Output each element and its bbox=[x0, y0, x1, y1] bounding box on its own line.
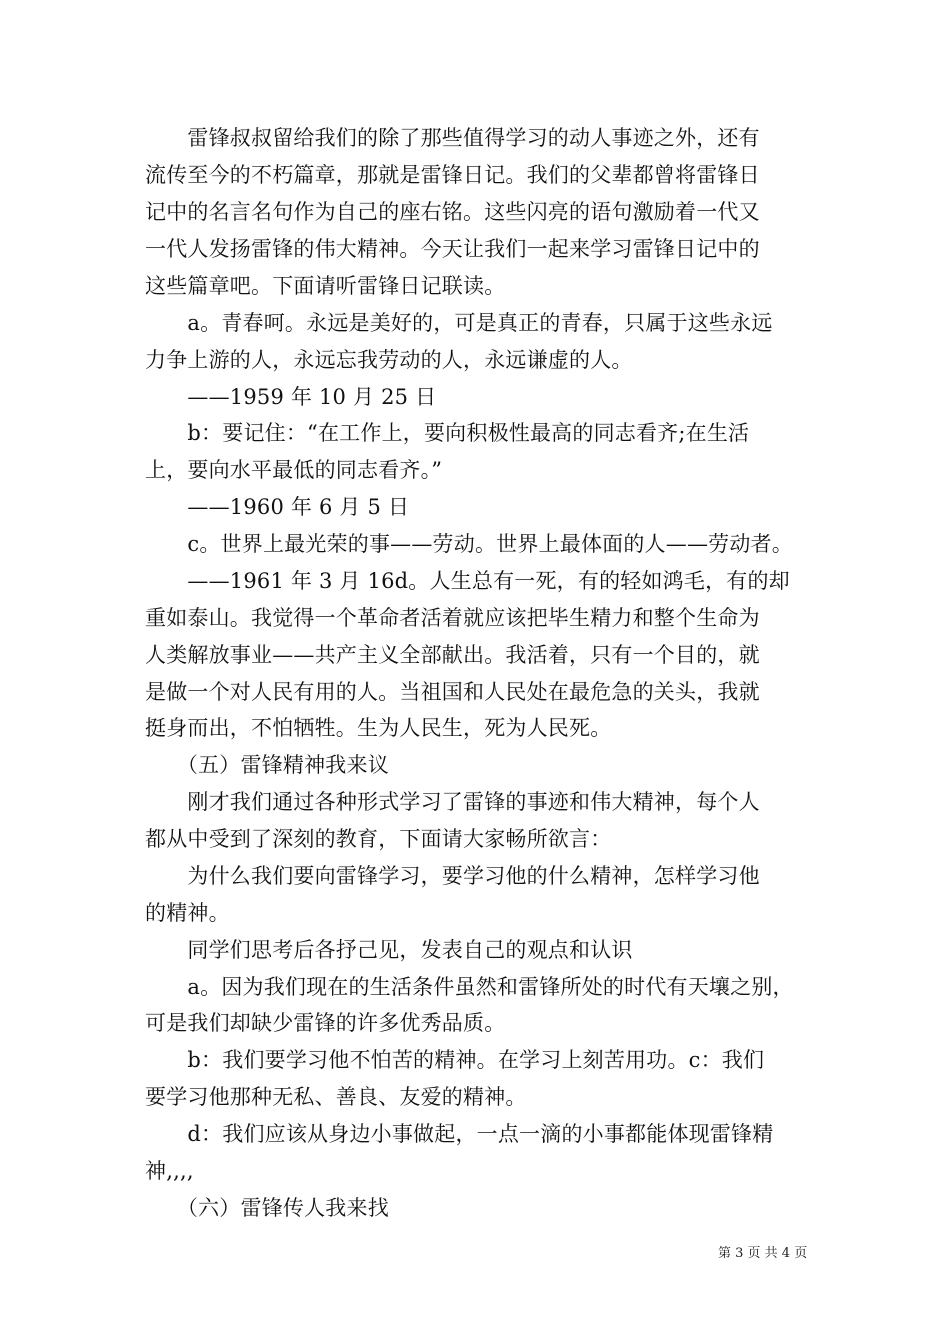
page-number: 第 3 页 共 4 页 bbox=[718, 1246, 808, 1261]
text-line: 为什么我们要向雷锋学习，要学习他的什么精神，怎样学习他 bbox=[145, 864, 760, 888]
text-line: 可是我们却缺少雷锋的许多优秀品质。 bbox=[145, 1011, 506, 1035]
text-line: b：我们要学习他不怕苦的精神。在学习上刻苦用功。c：我们 bbox=[145, 1048, 765, 1072]
text-line: 神,,,, bbox=[145, 1159, 194, 1183]
text-line: 的精神。 bbox=[145, 901, 230, 925]
section-heading: （五）雷锋精神我来议 bbox=[145, 753, 389, 777]
text-line: a。青春呵。永远是美好的，可是真正的青春，只属于这些永远 bbox=[145, 311, 773, 335]
text-line: 雷锋叔叔留给我们的除了那些值得学习的动人事迹之外，还有 bbox=[145, 126, 760, 150]
text-line: 重如泰山。我觉得一个革命者活着就应该把毕生精力和整个生命为 bbox=[145, 606, 760, 630]
text-line: 流传至今的不朽篇章，那就是雷锋日记。我们的父辈都曾将雷锋日 bbox=[145, 163, 760, 187]
text-line: 记中的名言名句作为自己的座右铭。这些闪亮的语句激励着一代又 bbox=[145, 200, 760, 224]
text-line: 这些篇章吧。下面请听雷锋日记联读。 bbox=[145, 274, 506, 298]
text-line: 是做一个对人民有用的人。当祖国和人民处在最危急的关头，我就 bbox=[145, 680, 760, 704]
text-line: 人类解放事业——共产主义全部献出。我活着，只有一个目的，就 bbox=[145, 643, 760, 667]
text-line: ——1961 年 3 月 16d。人生总有一死，有的轻如鸿毛，有的却 bbox=[145, 569, 790, 593]
text-line: 挺身而出，不怕牺牲。生为人民生，死为人民死。 bbox=[145, 716, 612, 740]
text-line: 都从中受到了深刻的教育，下面请大家畅所欲言： bbox=[145, 827, 612, 851]
text-line: 上，要向水平最低的同志看齐。” bbox=[145, 458, 443, 482]
section-heading: （六）雷锋传人我来找 bbox=[145, 1196, 389, 1220]
text-line: d：我们应该从身边小事做起，一点一滴的小事都能体现雷锋精 bbox=[145, 1122, 774, 1146]
text-line: 要学习他那种无私、善良、友爱的精神。 bbox=[145, 1085, 527, 1109]
text-line: 同学们思考后各抒己见，发表自己的观点和认识 bbox=[145, 938, 633, 962]
text-line: 力争上游的人，永远忘我劳动的人，永远谦虚的人。 bbox=[145, 348, 633, 372]
text-line: 一代人发扬雷锋的伟大精神。今天让我们一起来学习雷锋日记中的 bbox=[145, 237, 760, 261]
date-line: ——1960 年 6 月 5 日 bbox=[145, 495, 410, 519]
text-line: b：要记住：“在工作上，要向积极性最高的同志看齐;在生活 bbox=[145, 421, 750, 445]
text-line: 刚才我们通过各种形式学习了雷锋的事迹和伟大精神，每个人 bbox=[145, 790, 760, 814]
text-line: a。因为我们现在的生活条件虽然和雷锋所处的时代有天壤之别， bbox=[145, 975, 794, 999]
date-line: ——1959 年 10 月 25 日 bbox=[145, 385, 437, 409]
text-line: c。世界上最光荣的事——劳动。世界上最体面的人——劳动者。 bbox=[145, 532, 793, 556]
